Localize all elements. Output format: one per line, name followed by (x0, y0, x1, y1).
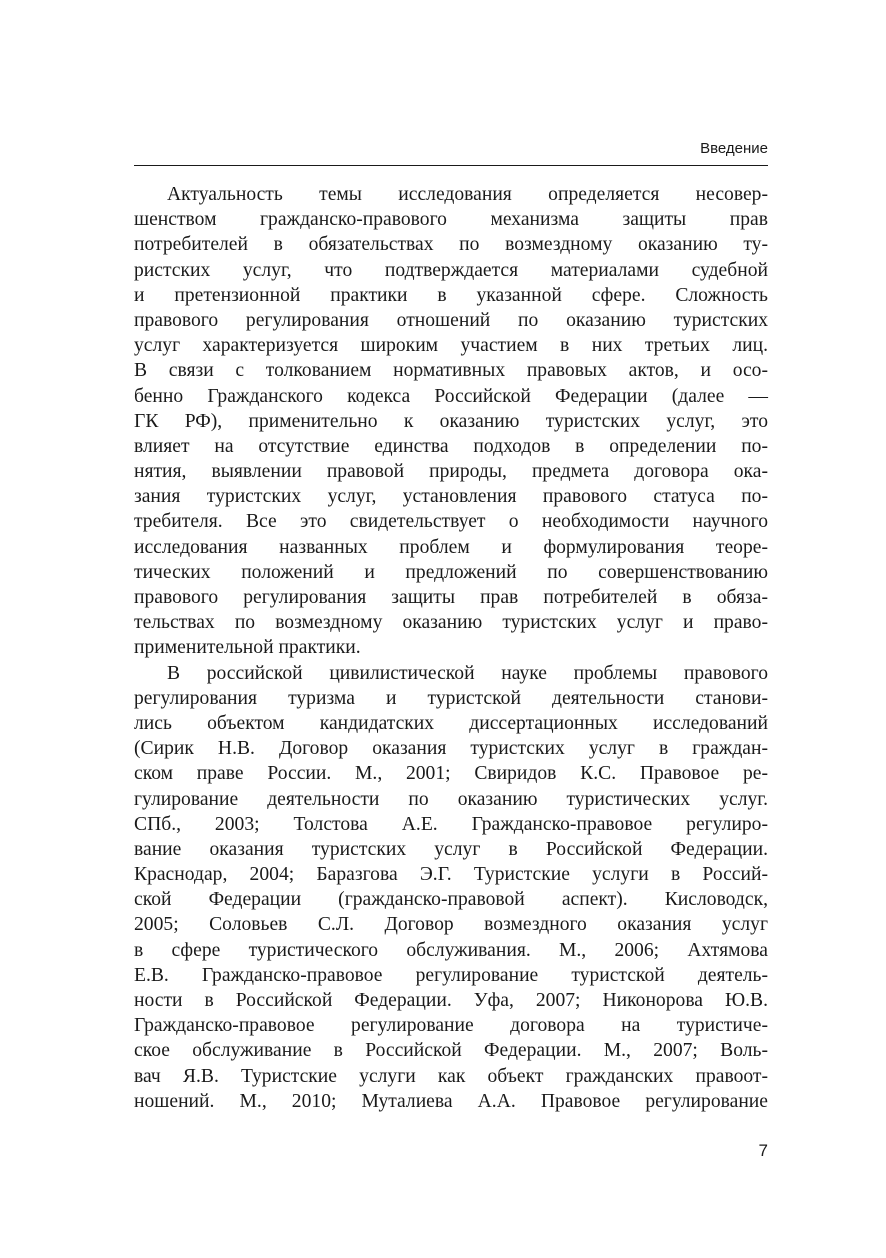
text-line: В связи с толкованием нормативных правовых актов, и осо- (134, 360, 768, 382)
text-line: ском праве России. М., 2001; Свиридов К.С. Правовое ре- (134, 763, 768, 785)
text-line: Гражданско-правовое регулирование договора на туристиче- (134, 1015, 768, 1037)
text-line: вач Я.В. Туристские услуги как объект гражданских правоот- (134, 1065, 768, 1087)
text-line: применительной практики. (134, 637, 361, 659)
text-line: тических положений и предложений по совершенствованию (134, 561, 768, 583)
text-line: потребителей в обязательствах по возмездному оказанию ту- (134, 234, 768, 256)
text-line: услуг характеризуется широким участием в них третьих лиц. (134, 335, 768, 357)
text-line: ристских услуг, что подтверждается материалами судебной (134, 259, 768, 281)
text-line: требителя. Все это свидетельствует о необходимости научного (134, 511, 768, 533)
running-title: Введение (700, 140, 768, 157)
text-line: гулирование деятельности по оказанию туристических услуг. (134, 788, 768, 810)
text-line: вание оказания туристских услуг в Российской Федерации. (134, 838, 768, 860)
text-line: и претензионной практики в указанной сфере. Сложность (134, 284, 768, 306)
page-number: 7 (758, 1141, 768, 1160)
text-line: нятия, выявлении правовой природы, предмета договора ока- (134, 461, 768, 483)
text-line: В российской цивилистической науке проблемы правового (167, 662, 768, 684)
paragraph (134, 182, 768, 661)
text-line: регулирования туризма и туристской деятельности станови- (134, 687, 768, 709)
text-line: шенством гражданско-правового механизма защиты прав (134, 209, 768, 231)
text-line: ГК РФ), применительно к оказанию туристских услуг, это (134, 410, 768, 432)
body-text (134, 182, 768, 1114)
text-line: СПб., 2003; Толстова А.Е. Гражданско-правовое регулиро- (134, 813, 768, 835)
text-line: бенно Гражданского кодекса Российской Федерации (далее — (134, 385, 768, 407)
text-line: ское обслуживание в Российской Федерации. М., 2007; Воль- (134, 1040, 768, 1062)
text-line: исследования названных проблем и формулирования теоре- (134, 536, 768, 558)
text-line: (Сирик Н.В. Договор оказания туристских услуг в граждан- (134, 738, 768, 760)
text-line: 2005; Соловьев С.Л. Договор возмездного оказания услуг (134, 914, 768, 936)
text-line: тельствах по возмездному оказанию туристских услуг и право- (134, 612, 768, 634)
text-line: Актуальность темы исследования определяется несовер- (167, 184, 768, 205)
text-line: зания туристских услуг, установления правового статуса по- (134, 486, 768, 508)
text-line: в сфере туристического обслуживания. М., 2006; Ахтямова (134, 939, 768, 961)
text-line: ской Федерации (гражданско-правовой аспект). Кисловодск, (134, 889, 768, 911)
text-line: ности в Российской Федерации. Уфа, 2007; Никонорова Ю.В. (134, 990, 768, 1011)
text-line: Краснодар, 2004; Баразгова Э.Г. Туристские услуги в Россий- (134, 864, 768, 886)
text-line: Е.В. Гражданско-правовое регулирование туристской деятель- (134, 964, 768, 986)
text-line: ношений. М., 2010; Муталиева А.А. Правовое регулирование (134, 1090, 768, 1112)
text-line: влияет на отсутствие единства подходов в определении по- (134, 435, 768, 457)
text-line: лись объектом кандидатских диссертационных исследований (134, 712, 768, 734)
text-line: правового регулирования защиты прав потребителей в обяза- (134, 587, 768, 608)
text-line: правового регулирования отношений по оказанию туристских (134, 309, 768, 331)
paragraph (134, 661, 768, 1114)
header-rule (134, 165, 768, 166)
